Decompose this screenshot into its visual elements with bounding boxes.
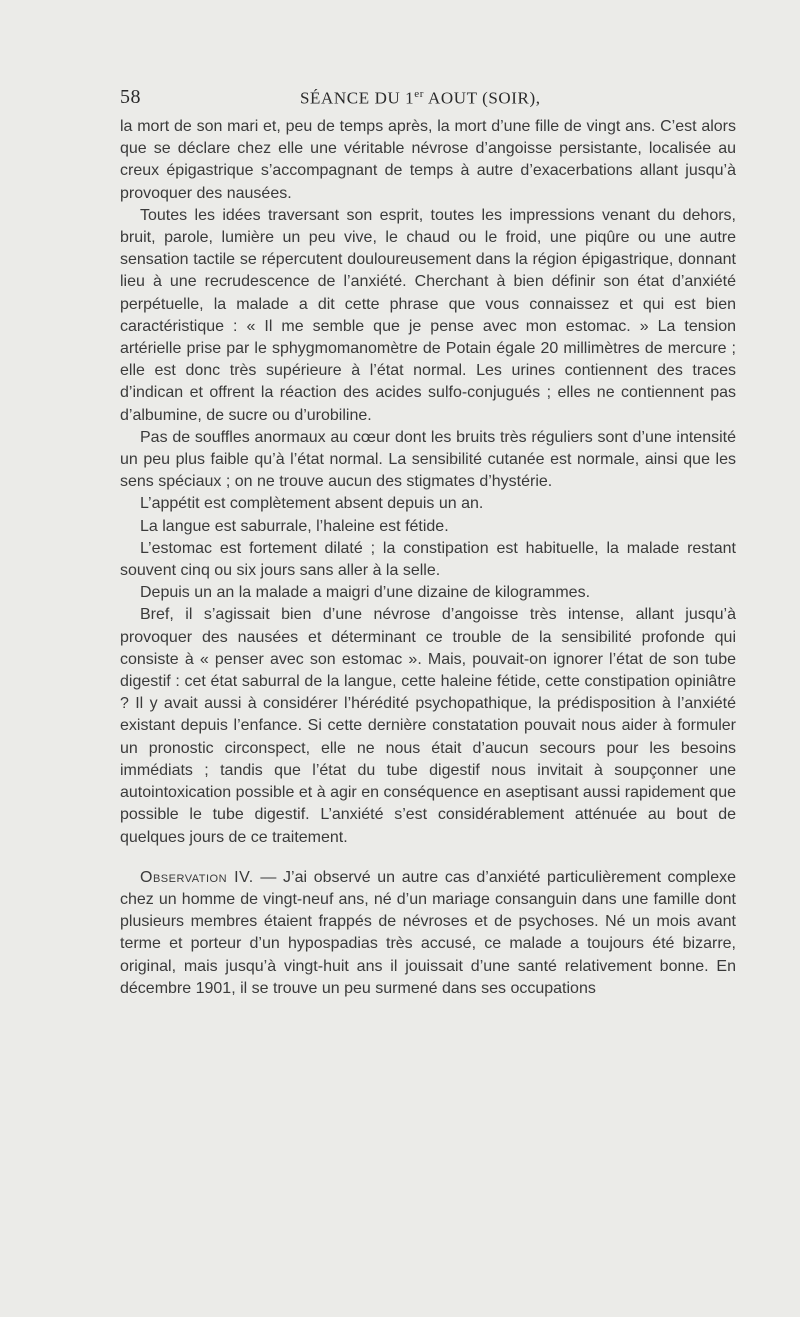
paragraph: L’appétit est complètement absent depuis un an. xyxy=(140,495,484,513)
paragraph: Depuis un an la malade a maigri d’une dizaine de kilogrammes. xyxy=(140,584,591,602)
observation-paragraph xyxy=(120,867,736,1000)
paragraph: Pas de souffles anormaux au cœur dont les bruits très réguliers sont d’une intensité un peu plus faible qu’à l’état normal. La sensibilité cutanée est normale, ainsi que les sens spéciaux ; on ne trouve aucun des stigmates d’hystérie. xyxy=(120,428,736,491)
paragraph: L’estomac est fortement dilaté ; la constipation est habituelle, la malade restant souvent cinq ou six jours sans aller à la selle. xyxy=(120,539,736,580)
observation-text: — J’ai observé un autre cas d’anxiété particulièrement complexe chez un homme de vingt-neuf ans, né d’un mariage consanguin dans une famille dont plusieurs membres étaient frappés de névroses et de psychoses. Né un mois avant terme et porteur d’un hypospadias très accusé, ce malade a toujours été bizarre, original, mais jusqu’à vingt-huit ans il jouissait d’une santé relativement bonne. En décembre 1901, il se trouve un peu surmené dans ses occupations xyxy=(120,868,737,997)
paragraph: Toutes les idées traversant son esprit, toutes les impressions venant du dehors, bruit, parole, lumière un peu vive, le chaud ou le froid, une piqûre ou une autre sensation tactile se répercutent douloureusement dans la région épigastrique, donnant lieu à une recrudescence de l’anxiété. Cherchant à bien définir son état d’anxiété perpétuelle, la malade a dit cette phrase que vous connaissez et qui est bien caractéristique : « Il me semble que je pense avec mon estomac. » La tension artérielle prise par le sphygmomanomètre de Potain égale 20 millimètres de mercure ; elle est donc très supérieure à l’état normal. Les urines contiennent des traces d’indican et offrent la réaction des acides sulfo-conjugués ; elles ne contiennent pas d’albumine, de sucre ou d’urobiline. xyxy=(120,206,736,424)
observation-title: Observation IV. xyxy=(140,868,254,886)
paragraph: La langue est saburrale, l’haleine est fétide. xyxy=(140,517,449,535)
body-text xyxy=(120,116,736,1000)
running-head-text: SÉANCE DU 1 xyxy=(300,88,415,108)
running-head-superscript: er xyxy=(414,88,425,100)
paragraph: Bref, il s’agissait bien d’une névrose d’angoisse très intense, allant jusqu’à provoquer des nausées et déterminant ce trouble de la sensibilité profonde qui consiste à « penser avec son estomac ». Mais, pouvait-on ignorer l’état de son tube digestif : cet état saburral de la langue, cette haleine fétide, cette constipation opiniâtre ? Il y avait aussi à considérer l’hérédité psychopathique, la prédisposition à l’anxiété existant depuis l’enfance. Si cette dernière constatation pouvait nous aider à formuler un pronostic circonspect, elle ne nous était d’aucun secours pour les besoins immédiats ; tandis que l’état du tube digestif nous invitait à soupçonner une autointoxication possible et à agir en conséquence en aseptisant aussi rapidement que possible le tube digestif. L’anxiété s’est considérablement atténuée au bout de quelques jours de ce traitement. xyxy=(120,606,736,846)
running-head-suffix: AOUT (SOIR), xyxy=(424,88,541,108)
page-header xyxy=(120,86,736,114)
page-number: 58 xyxy=(120,86,141,108)
running-head xyxy=(300,88,541,109)
paragraph: la mort de son mari et, peu de temps après, la mort d’une fille de vingt ans. C’est alors que se déclare chez elle une véritable névrose d’angoisse persistante, localisée au creux épigastrique s’accompagnant de temps à autre d’exacerbations allant jusqu’à provoquer des nausées. xyxy=(120,118,736,202)
